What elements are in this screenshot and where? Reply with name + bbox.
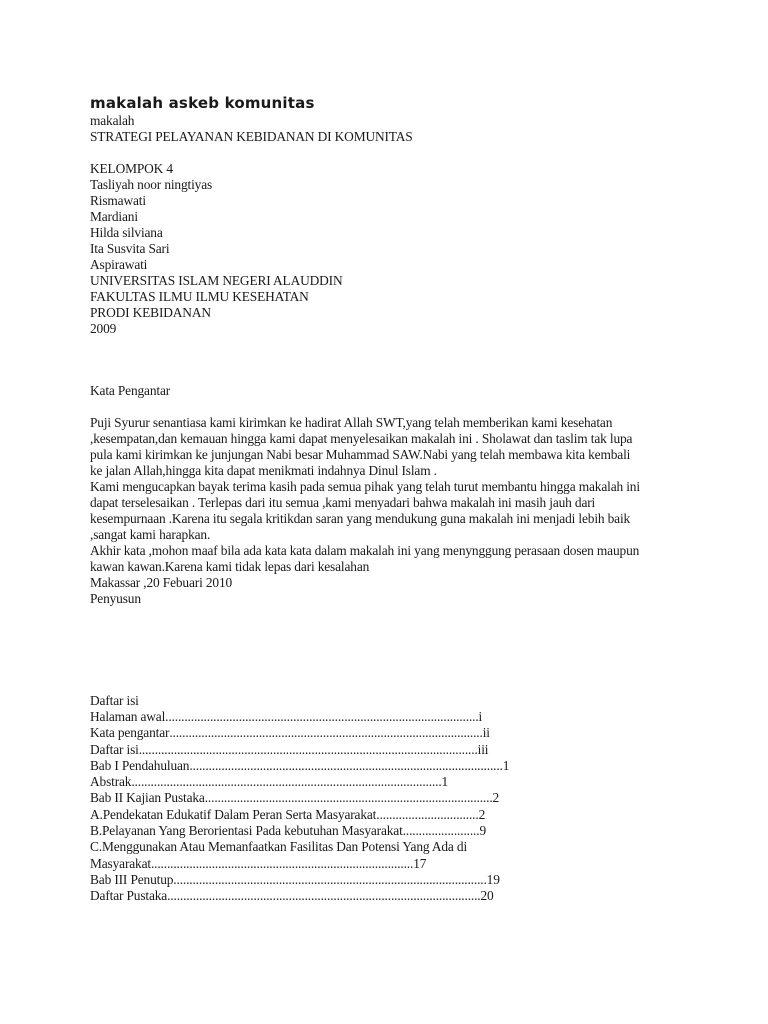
- group-block: [90, 161, 690, 337]
- subtitle-block: [90, 113, 690, 145]
- group-line: Rismawati: [90, 193, 146, 208]
- group-line: 2009: [90, 321, 117, 336]
- group-line: PRODI KEBIDANAN: [90, 305, 211, 320]
- subtitle-line: STRATEGI PELAYANAN KEBIDANAN DI KOMUNITAS: [90, 129, 413, 144]
- foreword-signature: Penyusun: [90, 591, 141, 606]
- group-line: FAKULTAS ILMU ILMU KESEHATAN: [90, 289, 309, 304]
- foreword-line: Akhir kata ,mohon maaf bila ada kata kata dalam makalah ini yang menynggung perasaan dosen maupun: [90, 543, 640, 558]
- group-line: KELOMPOK 4: [90, 161, 173, 176]
- toc-entry: [90, 758, 690, 774]
- toc-entry-label: Bab III Penutup: [90, 871, 174, 887]
- toc-entry-leader: ..................................................................................................: [169, 725, 483, 741]
- toc-entry: [90, 742, 690, 758]
- toc-entry-label: C.Menggunakan Atau Memanfaatkan Fasilitas Dan Potensi Yang Ada di: [90, 839, 468, 855]
- toc-entry: [90, 790, 690, 806]
- group-line: Tasliyah noor ningtiyas: [90, 177, 213, 192]
- toc-entry-label: Halaman awal: [90, 709, 166, 724]
- toc-entry-leader: .................................................................................................: [131, 774, 442, 790]
- toc-entry-page: 20: [480, 888, 494, 904]
- toc-entry-page: iii: [477, 741, 489, 757]
- toc-entry-page: 19: [486, 871, 500, 887]
- subtitle-line: makalah: [90, 113, 135, 128]
- group-line: Ita Susvita Sari: [90, 241, 170, 256]
- foreword-line: ,kesempatan,dan kemauan hingga kami dapat menyelesaikan makalah ini . Sholawat dan taslim tak lupa: [90, 431, 633, 446]
- toc-entry-leader: ..................................................................................................: [189, 757, 503, 773]
- toc-entry-page: 2: [492, 790, 500, 806]
- toc-entry-leader: ..................................................................................................: [165, 709, 479, 724]
- toc-entry: [90, 872, 690, 888]
- group-line: Aspirawati: [90, 257, 148, 272]
- toc-entry-leader: ..................................................................................: [150, 855, 414, 871]
- toc-entry-page: i: [478, 709, 483, 724]
- toc-entry-label: Daftar Pustaka: [90, 888, 168, 904]
- foreword-line: ke jalan Allah,hingga kita dapat menikmati indahnya Dinul Islam .: [90, 463, 437, 478]
- foreword-line: Puji Syurur senantiasa kami kirimkan ke hadirat Allah SWT,yang telah memberikan kami kesehatan: [90, 415, 613, 430]
- foreword-line: kesempurnaan .Karena itu segala kritikdan saran yang mendukung guna makalah ini menjadi lebih baik: [90, 511, 631, 526]
- document-page: [90, 93, 690, 905]
- toc-entry-label: A.Pendekatan Edukatif Dalam Peran Serta Masyarakat: [90, 806, 377, 822]
- toc-entry: [90, 725, 690, 741]
- toc-entry-page: ii: [482, 725, 490, 741]
- toc-entry-leader: ........................: [402, 823, 480, 839]
- toc-entry-leader: ..................................................................................................: [167, 888, 481, 904]
- toc-entry: [90, 823, 690, 839]
- foreword-line: kawan kawan.Karena kami tidak lepas dari kesalahan: [90, 559, 370, 574]
- toc-entry: [90, 807, 690, 823]
- foreword-date: Makassar ,20 Febuari 2010: [90, 575, 233, 590]
- toc-entry-label: Abstrak: [90, 774, 132, 790]
- toc-heading: Daftar isi: [90, 693, 139, 708]
- toc-entry-page: 1: [502, 757, 510, 773]
- toc-entry-label: Kata pengantar: [90, 725, 170, 741]
- toc-entry-label: Bab I Pendahuluan: [90, 757, 190, 773]
- group-line: Mardiani: [90, 209, 138, 224]
- toc-entry-label: Masyarakat: [90, 855, 151, 871]
- foreword-heading: Kata Pengantar: [90, 383, 171, 398]
- toc-entry: [90, 839, 690, 855]
- toc-entry-page: 17: [413, 855, 427, 871]
- foreword-line: ,sangat kami harapkan.: [90, 527, 211, 542]
- table-of-contents: [90, 693, 690, 905]
- foreword-line: Kami mengucapkan bayak terima kasih pada semua pihak yang telah turut membantu hingga makalah ini: [90, 479, 640, 494]
- foreword-line: pula kami kirimkan ke junjungan Nabi besar Muhammad SAW.Nabi yang telah membawa kita kembali: [90, 447, 631, 462]
- group-line: UNIVERSITAS ISLAM NEGERI ALAUDDIN: [90, 273, 343, 288]
- document-title: makalah askeb komunitas: [90, 94, 315, 112]
- toc-entry-leader: ..................................................................................................: [173, 871, 487, 887]
- toc-entry-label: B.Pelayanan Yang Berorientasi Pada kebutuhan Masyarakat: [90, 823, 403, 839]
- toc-entry-leader: ................................: [376, 806, 479, 822]
- foreword-section: [90, 383, 690, 607]
- toc-entry: [90, 888, 690, 904]
- toc-entry-page: 2: [478, 806, 486, 822]
- toc-entry-page: 1: [441, 774, 449, 790]
- toc-entry: [90, 856, 690, 872]
- toc-entry-label: Bab II Kajian Pustaka: [90, 790, 205, 806]
- toc-entry-page: 9: [479, 823, 486, 839]
- toc-entry: [90, 774, 690, 790]
- group-line: Hilda silviana: [90, 225, 163, 240]
- toc-entry: [90, 709, 690, 725]
- toc-entry-label: Daftar isi: [90, 741, 139, 757]
- toc-entry-leader: ..........................................................................................: [204, 790, 493, 806]
- toc-entry-leader: ..........................................................................................................: [138, 741, 478, 757]
- foreword-line: dapat terselesaikan . Terlepas dari itu semua ,kami menyadari bahwa makalah ini masih jauh dari: [90, 495, 596, 510]
